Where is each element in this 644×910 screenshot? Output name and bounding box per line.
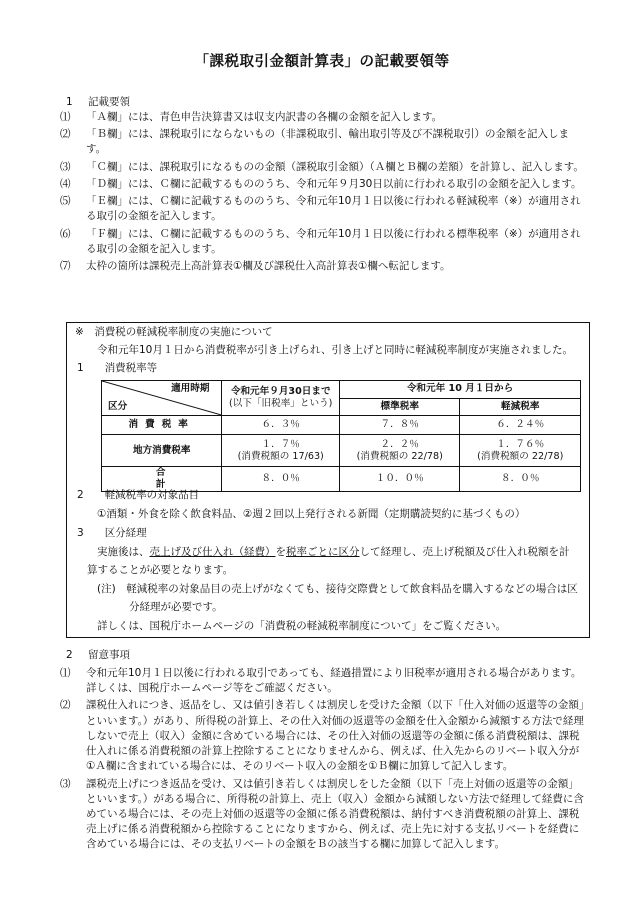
cell-reduced [460,435,581,467]
cell-reduced: ８．０％ [460,467,581,492]
item-number: ⑵ [60,128,71,141]
item-number: ⑵ [60,699,71,712]
box-heading [75,325,273,340]
list-item [60,227,588,257]
cell-old: ８．０％ [222,467,340,492]
table-corner-cell [102,381,222,416]
item-text: 太枠の箇所は課税売上高計算表①欄及び課税仕入高計算表①欄へ転記します。 [86,259,451,272]
column-header-old-line2: (以下「旧税率」という) [229,398,333,409]
note-text: 軽減税率の対象品目の売上げがなくても、接待交際費として飲食料品を購入するなどの場合は区 [126,583,578,595]
cell-value: １．７６％ [496,438,545,450]
item-text: 課税売上げにつき返品を受け、又は値引き若しくは割戻しをした金額（以下「売上対価の返還等の金額」といいます。）がある場合に、所得税の計算上、売上（収入）金額から減額しない方法で経理して経費に含めている場合には、その売上対価の返還等の金額に係る消費税額は、納付すべき消費税額の計算上、課税売上げに係る消費税額から控除することになりますから、例えば、売上先に対する支払リベートを経費に含めている場合には、その支払リベートの金額をＢの該当する欄に加算して記入します。 [86,777,584,851]
underlined-text: 税率ごとに区分 [286,546,360,558]
subsection-title: 軽減税率の対象品目 [104,489,200,501]
page-title: 「課税取引金額計算表」の記載要領等 [194,54,450,70]
list-item [60,698,588,774]
tax-rate-table [101,380,581,492]
corner-bottom-label: 区分 [108,401,128,413]
item-number: ⑴ [60,111,71,123]
column-header-new: 令和元年 10 月１日から [340,381,581,399]
row-label: 地方消費税率 [102,435,222,467]
item-text: 「Ｃ欄」には、課税取引になるものの金額（課税取引金額）（Ａ欄とＢ欄の差額）を計算し、記入します。 [86,160,584,173]
column-header-old [222,381,340,416]
row-label: 合計 [102,467,222,492]
section-heading-1 [66,95,130,110]
list-item [60,194,588,224]
item-text: 課税仕入れにつき、返品をし、又は値引き若しくは割戻しを受けた金額（以下「仕入対価の返還等の金額」といいます。）があり、所得税の計算上、その仕入対価の返還等の金額を仕入金額から減額する方法で経理しないで売上（収入）金額に含めている場合には、その仕入対価の返還等の金額に係る消費税額は、課税仕入れに係る消費税額の計算上控除することになりませんから、例えば、仕入先からのリベート収入分が①Ａ欄に含まれている場合には、そのリベート収入の金額を①Ｂ欄に加算して記入します。 [86,699,585,773]
cell-subnote: (消費税額の 17/63) [237,450,324,462]
item-number: ⑹ [60,227,71,240]
item-number: ⑶ [60,160,71,173]
note-mark: ※ [75,326,84,338]
subsection-title: 区分経理 [104,527,147,539]
item-number: ⑶ [60,777,71,790]
box-heading-text: 消費税の軽減税率制度の実施について [94,326,273,338]
list-item [60,777,588,853]
accounting-text-line2: 算することが必要となります。 [87,564,234,576]
table-row [102,435,581,467]
text-segment: 実施後は、 [97,546,150,558]
column-header-standard: 標準税率 [340,398,460,416]
cell-standard [340,435,460,467]
row-label: 消費税率 [102,416,222,435]
corner-top-label: 適用時期 [171,383,210,394]
box-subheading-1 [77,361,157,376]
text-segment: して経理し、売上げ税額及び仕入れ税額を計 [359,546,570,558]
item-text: 「Ｂ欄」には、課税取引にならないもの（非課税取引、輸出取引等及び不課税取引）の金額を記入します。 [86,128,569,156]
section-heading-2 [66,648,130,663]
section-number: 1 [66,96,73,108]
text-segment: を [275,546,286,558]
list-item [60,127,588,157]
section-title: 記載要領 [88,96,130,108]
note-line2: 分経理が必要です。 [129,601,223,613]
column-header-reduced: 軽減税率 [460,398,581,416]
item-text: 「Ｄ欄」には、Ｃ欄に記載するもののうち、令和元年９月30日以前に行われる取引の金額を記入します。 [86,177,582,190]
underlined-text: 売上げ及び仕入れ（経費） [149,546,276,558]
item-text: 令和元年10月１日以後に行われる取引であっても、経過措置により旧税率が適用される場合があります。詳しくは、国税庁ホームページ等をご確認ください。 [86,667,582,695]
item-number: ⑷ [60,177,71,190]
cell-value: ２．２％ [380,438,419,450]
item-text: 「Ｅ欄」には、Ｃ欄に記載するもののうち、令和元年10月１日以後に行われる軽減税率（※）が適用される取引の金額を記入します。 [86,195,581,223]
box-subheading-2 [77,488,199,503]
cell-value: １．７％ [261,438,300,450]
cell-standard: １０．０％ [340,467,460,492]
reduced-tax-info-box [66,322,590,638]
item-text: 「Ａ欄」には、青色申告決算書又は収支内訳書の各欄の金額を記入します。 [86,111,443,123]
subsection-number: 3 [77,527,84,539]
subsection-number: 1 [77,362,84,374]
cell-subnote: (消費税額の 22/78) [477,450,564,462]
accounting-text-line1 [97,545,570,560]
reduced-items-text: ①酒類・外食を除く飲食料品、②週２回以上発行される新聞（定期購読契約に基づくもの） [97,508,526,520]
item-number: ⑺ [60,259,71,272]
box-subheading-3 [77,526,147,541]
item-text: 「Ｆ欄」には、Ｃ欄に記載するもののうち、令和元年10月１日以後に行われる標準税率（※）が適用される取引の金額を記入します。 [86,227,581,255]
section-title: 留意事項 [88,649,130,661]
notes-list [60,666,588,853]
instruction-list [60,110,588,274]
cell-subnote: (消費税額の 22/78) [356,450,443,462]
list-item [60,177,588,192]
cell-standard: ７．８％ [340,416,460,435]
column-header-old-line1: 令和元年９月30日まで [230,386,331,398]
cell-old [222,435,340,467]
list-item [60,110,588,125]
list-item [60,160,588,175]
cell-old: ６．３％ [222,416,340,435]
list-item [60,666,588,696]
table-row [102,416,581,435]
cell-reduced: ６．２４％ [460,416,581,435]
subsection-number: 2 [77,489,84,501]
item-number: ⑸ [60,195,71,208]
box-intro: 令和元年10月１日から消費税率が引き上げられ、引き上げと同時に軽減税率制度が実施されました。 [97,344,573,356]
subsection-title: 消費税率等 [104,362,158,374]
note-line1 [97,582,578,597]
note-label: (注) [97,583,116,595]
item-number: ⑴ [60,667,71,679]
detail-reference: 詳しくは、国税庁ホームページの「消費税の軽減税率制度について」をご覧ください。 [97,620,507,632]
section-number: 2 [66,649,73,661]
list-item [60,259,588,274]
